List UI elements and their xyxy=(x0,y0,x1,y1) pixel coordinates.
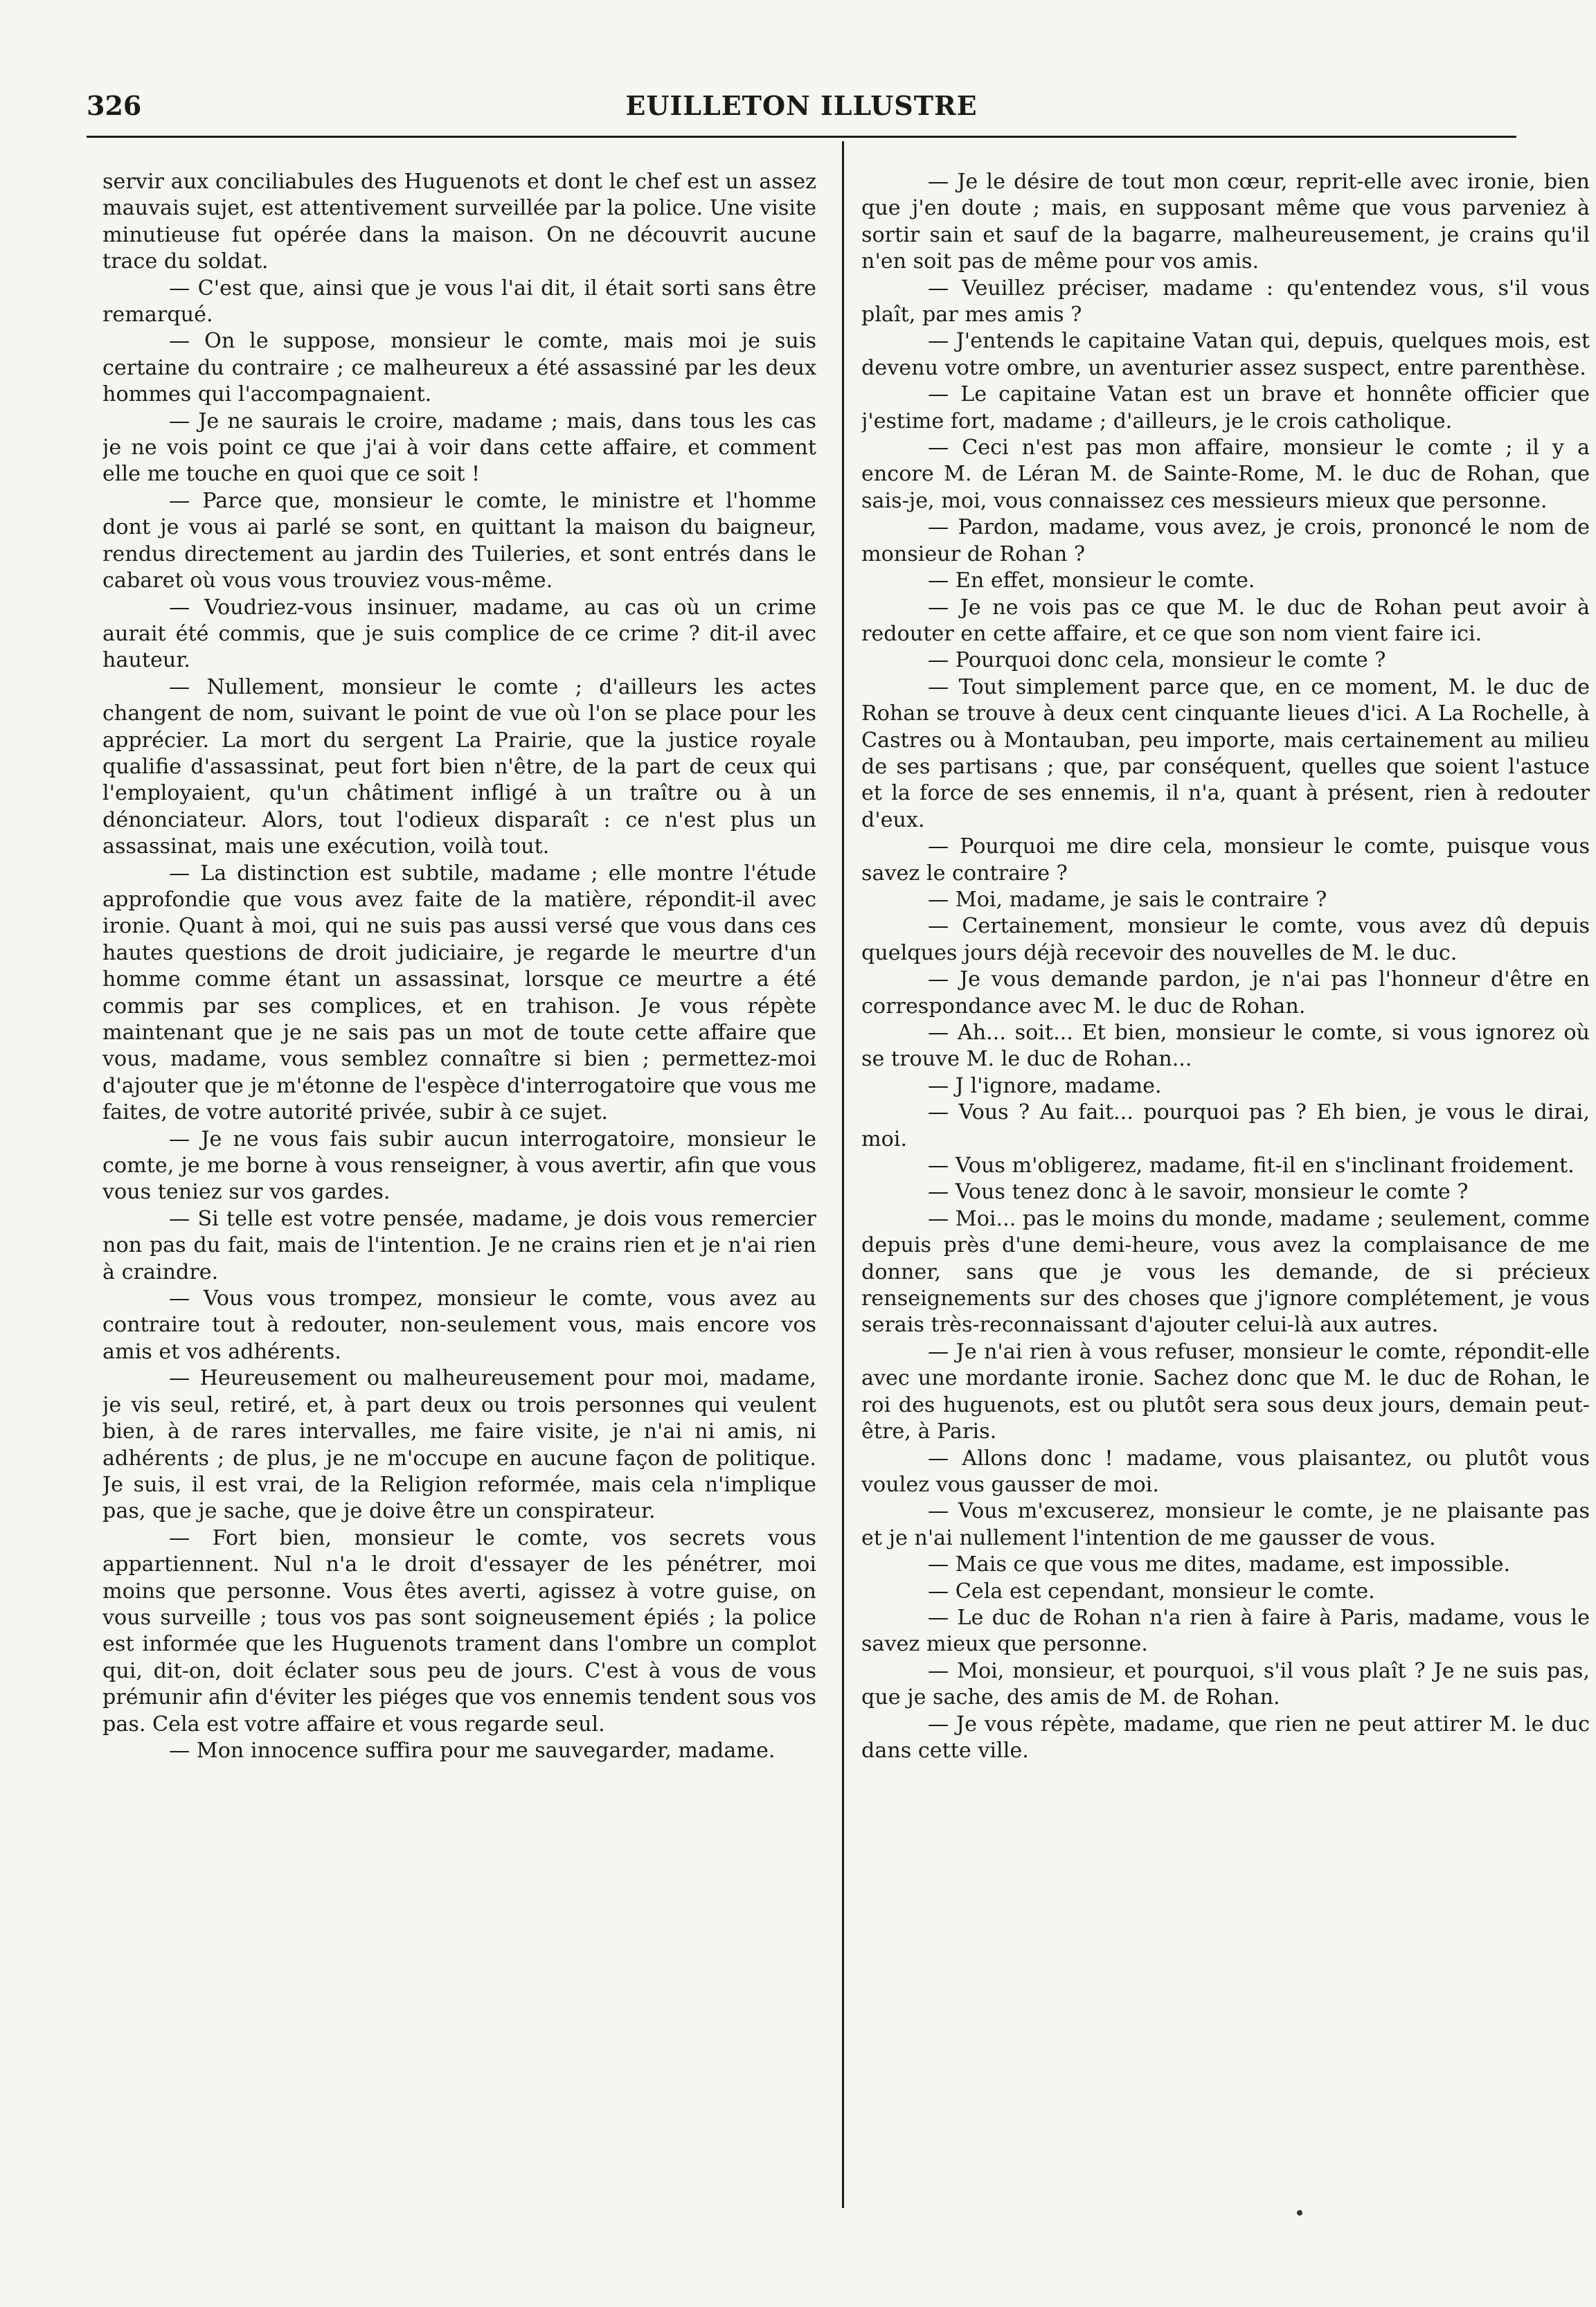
paragraph: — Pourquoi me dire cela, monsieur le comte, puisque vous savez le contraire ? xyxy=(861,834,1590,886)
paragraph: — C'est que, ainsi que je vous l'ai dit, il était sorti sans être remarqué. xyxy=(102,276,816,327)
paragraph: — Je le désire de tout mon cœur, reprit-elle avec ironie, bien que j'en doute ; mais, en supposant même que vous parveniez à sortir sain et sauf de la bagarre, malheureusement, je crains qu'il n'en soit pas de même pour vos amis. xyxy=(861,170,1590,274)
column-divider xyxy=(842,141,844,2208)
paragraph: — Si telle est votre pensée, madame, je dois vous remercier non pas du fait, mais de l'intention. Je ne crains rien et je n'ai rien à craindre. xyxy=(102,1206,816,1284)
paragraph: — J'entends le capitaine Vatan qui, depuis, quelques mois, est devenu votre ombre, un aventurier assez suspect, entre parenthèse. xyxy=(861,329,1590,380)
paragraph: — J l'ignore, madame. xyxy=(928,1073,1162,1098)
paragraph: — Mais ce que vous me dites, madame, est impossible. xyxy=(928,1552,1511,1577)
paragraph: — Veuillez préciser, madame : qu'entendez vous, s'il vous plaît, par mes amis ? xyxy=(861,276,1590,327)
paragraph: — Moi, monsieur, et pourquoi, s'il vous plaît ? Je ne suis pas, que je sache, des amis de M. de Rohan. xyxy=(861,1658,1590,1710)
paragraph: — En effet, monsieur le comte. xyxy=(928,568,1255,593)
paragraph: — Tout simplement parce que, en ce moment, M. le duc de Rohan se trouve à deux cent cinquante lieues d'ici. A La Rochelle, à Castres ou à Montauban, peu importe, mais certainement au milieu de ses partisans ; que, par conséquent, quelles que soient l'astuce et la force de ses ennemis, il n'a, quant à présent, rien à redouter d'eux. xyxy=(861,674,1590,832)
paragraph: — On le suppose, monsieur le comte, mais moi je suis certaine du contraire ; ce malheureux a été assassiné par les deux hommes qui l'accompagnaient. xyxy=(102,329,816,407)
paragraph: — Vous vous trompez, monsieur le comte, vous avez au contraire tout à redouter, non-seulement vous, mais encore vos amis et vos adhérents. xyxy=(102,1286,816,1364)
running-title: EUILLETON ILLUSTRE xyxy=(625,90,978,121)
paragraph: — Pourquoi donc cela, monsieur le comte ? xyxy=(928,648,1386,673)
left-column xyxy=(102,169,816,2246)
paragraph: — Ah... soit... Et bien, monsieur le comte, si vous ignorez où se trouve M. le duc de Rohan... xyxy=(861,1021,1590,1072)
paragraph: — Mon innocence suffira pour me sauvegarder, madame. xyxy=(169,1738,775,1763)
paragraph: servir aux conciliabules des Huguenots et dont le chef est un assez mauvais sujet, est attentivement surveillée par la police. Une visite minutieuse fut opérée dans la maison. On ne découvrit aucune trace du soldat. xyxy=(102,170,816,274)
paragraph: — Fort bien, monsieur le comte, vos secrets vous appartiennent. Nul n'a le droit d'essayer de les pénétrer, moi moins que personne. Vous êtes averti, agissez à votre guise, on vous surveille ; tous vos pas sont soigneusement épiés ; la police est informée que les Huguenots trament dans l'ombre un complot qui, dit-on, doit éclater sous peu de jours. C'est à vous de vous prémunir afin d'éviter les piéges que vos ennemis tendent sous vos pas. Cela est votre affaire et vous regarde seul. xyxy=(102,1525,816,1736)
paragraph: — Je vous demande pardon, je n'ai pas l'honneur d'être en correspondance avec M. le duc de Rohan. xyxy=(861,967,1590,1018)
paragraph: — Vous tenez donc à le savoir, monsieur le comte ? xyxy=(928,1180,1469,1205)
paragraph: — Allons donc ! madame, vous plaisantez, ou plutôt vous voulez vous gausser de moi. xyxy=(861,1446,1590,1497)
paragraph: — Je n'ai rien à vous refuser, monsieur le comte, répondit-elle avec une mordante ironie. Sachez donc que M. le duc de Rohan, le roi des huguenots, est ou plutôt sera sous deux jours, demain peut-être, à Paris. xyxy=(861,1339,1590,1444)
paragraph: — Heureusement ou malheureusement pour moi, madame, je vis seul, retiré, et, à part deux ou trois personnes qui veulent bien, à de rares intervalles, me faire visite, je n'ai ni amis, ni adhérents ; de plus, je ne m'occupe en aucune façon de politique. Je suis, il est vrai, de la Religion reformée, mais cela n'implique pas, que je sache, que je doive être un conspirateur. xyxy=(102,1366,816,1524)
paragraph: — Je vous répète, madame, que rien ne peut attirer M. le duc dans cette ville. xyxy=(861,1712,1590,1763)
paragraph: — Vous m'excuserez, monsieur le comte, je ne plaisante pas et je n'ai nullement l'intention de me gausser de vous. xyxy=(861,1499,1590,1550)
paragraph: — Cela est cependant, monsieur le comte. xyxy=(928,1579,1375,1604)
paragraph: — Moi, madame, je sais le contraire ? xyxy=(928,887,1327,912)
paragraph: — Nullement, monsieur le comte ; d'ailleurs les actes changent de nom, suivant le point de vue où l'on se place pour les apprécier. La mort du sergent La Prairie, que la justice royale qualifie d'assassinat, peut fort bien n'être, de la part de ceux qui l'employaient, qu'un châtiment infligé à un traître ou à un dénonciateur. Alors, tout l'odieux disparaît : ce n'est plus un assassinat, mais une exécution, voilà tout. xyxy=(102,674,816,859)
paragraph: — Vous ? Au fait... pourquoi pas ? Eh bien, je vous le dirai, moi. xyxy=(861,1100,1590,1151)
paragraph: — Voudriez-vous insinuer, madame, au cas où un crime aurait été commis, que je suis complice de ce crime ? dit-il avec hauteur. xyxy=(102,595,816,673)
right-column xyxy=(861,169,1590,2246)
paragraph: — Je ne vous fais subir aucun interrogatoire, monsieur le comte, je me borne à vous renseigner, à vous avertir, afin que vous vous teniez sur vos gardes. xyxy=(102,1126,816,1205)
paragraph: — Je ne saurais le croire, madame ; mais, dans tous les cas je ne vois point ce que j'ai à voir dans cette affaire, et comment elle me touche en quoi que ce soit ! xyxy=(102,409,816,487)
paragraph: — Je ne vois pas ce que M. le duc de Rohan peut avoir à redouter en cette affaire, et ce que son nom vient faire ici. xyxy=(861,595,1590,646)
paragraph: — Le capitaine Vatan est un brave et honnête officier que j'estime fort, madame ; d'ailleurs, je le crois catholique. xyxy=(861,382,1590,433)
paragraph: — Parce que, monsieur le comte, le ministre et l'homme dont je vous ai parlé se sont, en quittant la maison du baigneur, rendus directement au jardin des Tuileries, et sont entrés dans le cabaret où vous vous trouviez vous-même. xyxy=(102,488,816,593)
paragraph: — Pardon, madame, vous avez, je crois, prononcé le nom de monsieur de Rohan ? xyxy=(861,515,1590,566)
printer-dot xyxy=(1297,2210,1302,2216)
header-rule xyxy=(87,136,1516,138)
paragraph: — Le duc de Rohan n'a rien à faire à Paris, madame, vous le savez mieux que personne. xyxy=(861,1605,1590,1657)
paragraph: — Ceci n'est pas mon affaire, monsieur le comte ; il y a encore M. de Léran M. de Sainte-Rome, M. le duc de Rohan, que sais-je, moi, vous connaissez ces messieurs mieux que personne. xyxy=(861,436,1590,513)
paragraph: — Certainement, monsieur le comte, vous avez dû depuis quelques jours déjà recevoir des nouvelles de M. le duc. xyxy=(861,914,1590,965)
paragraph: — La distinction est subtile, madame ; elle montre l'étude approfondie que vous avez faite de la matière, répondit-il avec ironie. Quant à moi, qui ne suis pas aussi versé que vous dans ces hautes questions de droit judiciaire, je regarde le meurtre d'un homme comme étant un assassinat, lorsque ce meurtre a été commis par ses complices, et en trahison. Je vous répète maintenant que je ne sais pas un mot de toute cette affaire que vous, madame, vous semblez connaître si bien ; permettez-moi d'ajouter que je m'étonne de l'espèce d'interrogatoire que vous me faites, de votre autorité privée, subir à ce sujet. xyxy=(102,861,816,1125)
page-number: 326 xyxy=(87,90,142,121)
page-header xyxy=(87,84,1516,126)
paragraph: — Moi... pas le moins du monde, madame ; seulement, comme depuis près d'une demi-heure, vous avez la complaisance de me donner, sans que je vous les demande, de si précieux renseignements sur des choses que j'ignore complétement, je vous serais très-reconnaissant d'ajouter celui-là aux autres. xyxy=(861,1206,1590,1338)
paragraph: — Vous m'obligerez, madame, fit-il en s'inclinant froidement. xyxy=(928,1154,1575,1178)
